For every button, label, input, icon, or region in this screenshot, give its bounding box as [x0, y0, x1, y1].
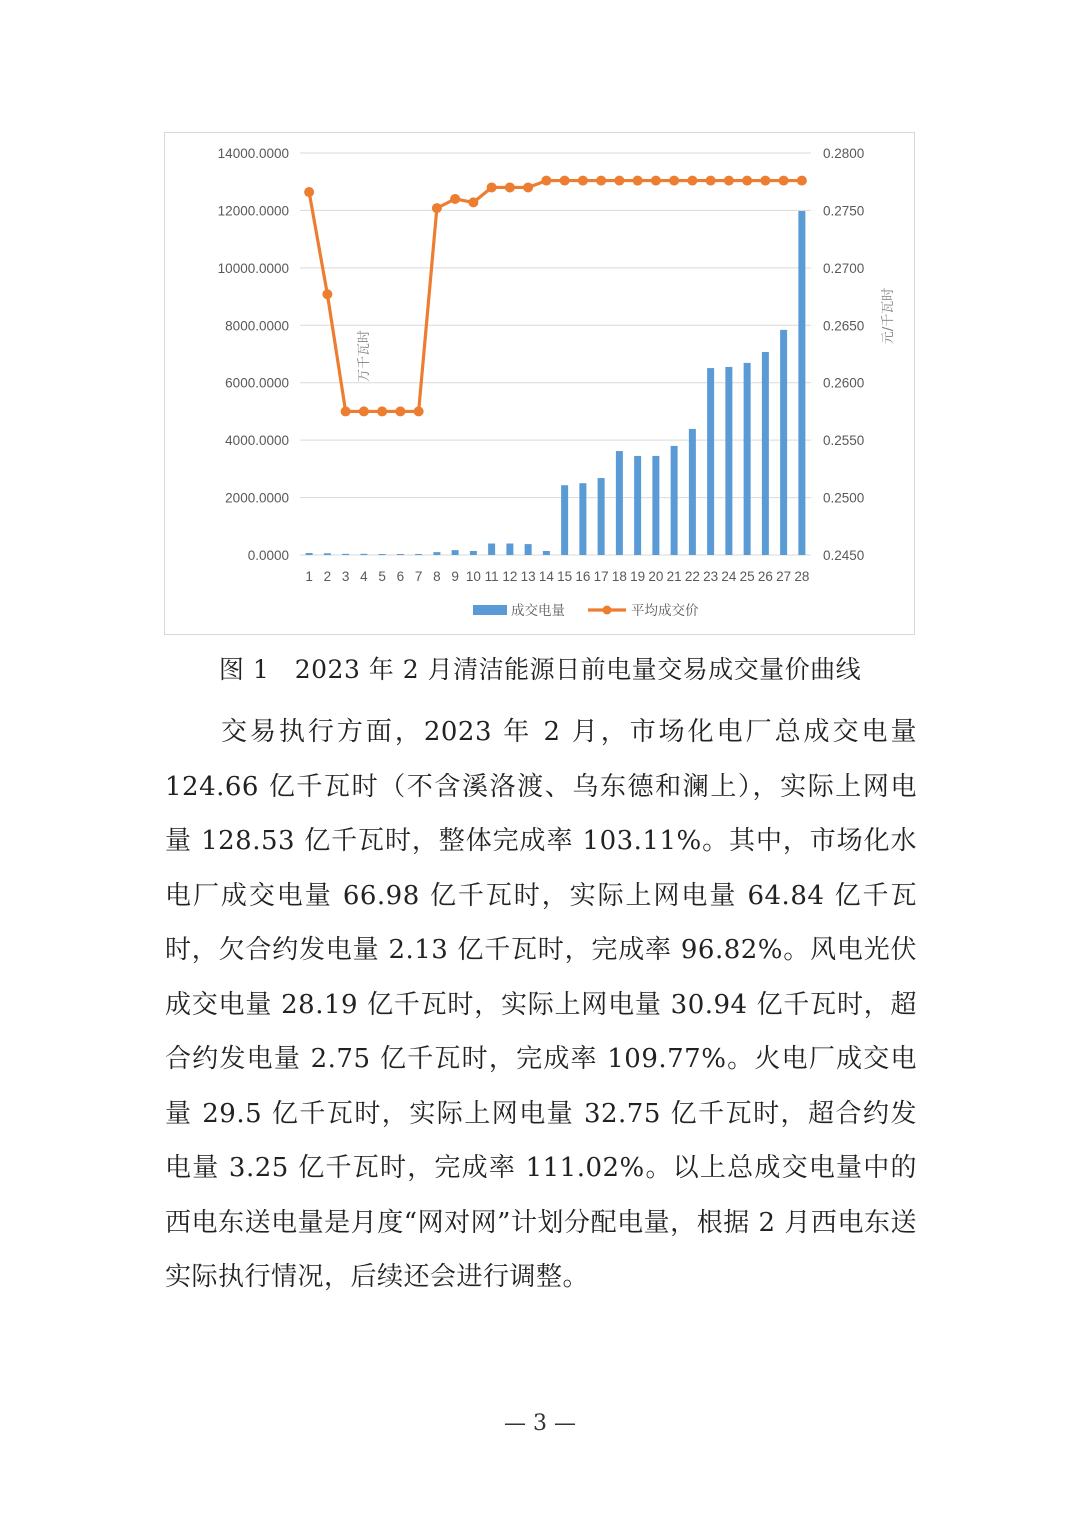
x-tick: 8	[433, 569, 441, 584]
bar	[798, 211, 805, 555]
y-left-tick: 12000.0000	[217, 203, 289, 219]
bar	[452, 550, 459, 555]
line-marker	[797, 176, 807, 186]
x-tick: 5	[378, 569, 386, 584]
bar	[415, 554, 422, 555]
line-marker	[724, 176, 734, 186]
x-tick: 11	[484, 569, 499, 584]
y-left-tick: 6000.0000	[225, 375, 289, 391]
x-tick: 7	[414, 569, 423, 584]
y-right-axis-title: 元/千瓦时	[881, 287, 896, 345]
x-tick: 4	[360, 569, 368, 584]
line-marker	[687, 176, 697, 186]
line-marker	[414, 406, 424, 416]
y-left-tick: 2000.0000	[225, 490, 289, 506]
y-right-tick: 0.2450	[823, 548, 865, 563]
x-tick: 27	[776, 569, 792, 584]
bar	[379, 554, 386, 555]
bar	[616, 451, 623, 555]
line-marker	[322, 289, 332, 299]
line-marker	[578, 176, 588, 186]
page-number: — 3 —	[504, 1411, 576, 1436]
line-marker	[359, 406, 369, 416]
bar	[360, 554, 367, 555]
bar	[762, 352, 769, 555]
line-marker	[669, 176, 679, 186]
line-marker	[468, 197, 478, 207]
x-tick: 12	[502, 569, 518, 584]
line-marker	[304, 187, 314, 197]
y-right-tick: 0.2500	[823, 490, 865, 506]
y-right-tick: 0.2800	[823, 146, 865, 161]
line-marker	[341, 406, 351, 416]
line-marker	[505, 182, 515, 192]
x-tick: 17	[593, 569, 609, 584]
body-paragraph: 交易执行方面，2023 年 2 月，市场化电厂总成交电量 124.66 亿千瓦时（不含溪洛渡、乌东德和澜上），实际上网电量 128.53 亿千瓦时，整体完成率 103.11%。其中，市场化水电厂成交电量 66.98 亿千瓦时，实际上网电量 64.84 亿千瓦时，欠合约发电量 2.13 亿千瓦时，完成率 96.82%。风电光伏成交电量 28.19 亿千瓦时，实际上网电量 30.94 亿千瓦时，超合约发电量 2.75 亿千瓦时，完成率 109.77%。火电厂成交电量 29.5 亿千瓦时，实际上网电量 32.75 亿千瓦时，超合约发电量 3.25 亿千瓦时，完成率 111.02%。以上总成交电量中的西电东送电量是月度“网对网”计划分配电量，根据 2 月西电东送实际执行情况，后续还会进行调整。	[165, 717, 917, 1292]
line-marker	[760, 176, 770, 186]
line-marker	[395, 406, 405, 416]
legend-label-volume: 成交电量	[511, 603, 565, 619]
line-marker	[450, 194, 460, 204]
x-tick: 28	[794, 569, 810, 584]
bar	[598, 478, 605, 555]
line-marker	[377, 406, 387, 416]
y-left-tick: 10000.0000	[217, 260, 289, 276]
bar	[525, 544, 532, 555]
x-tick: 10	[465, 569, 481, 584]
x-tick: 6	[396, 569, 405, 584]
line-marker	[560, 176, 570, 186]
y-left-tick: 8000.0000	[225, 318, 289, 334]
bar	[707, 368, 714, 555]
bar	[744, 363, 751, 555]
x-tick: 18	[611, 569, 627, 584]
bar	[470, 551, 477, 555]
bar	[543, 551, 550, 555]
line-marker	[742, 176, 752, 186]
bar	[634, 456, 641, 555]
x-tick: 19	[630, 569, 646, 584]
y-right-tick: 0.2700	[823, 260, 865, 276]
bar	[780, 330, 787, 555]
x-tick: 20	[648, 569, 664, 584]
line-marker	[541, 176, 551, 186]
bar	[342, 554, 349, 555]
bar	[433, 552, 440, 555]
bar-line-chart	[165, 133, 916, 636]
bar	[506, 544, 513, 555]
bar	[671, 446, 678, 555]
x-tick: 2	[323, 569, 332, 584]
bar	[324, 553, 331, 555]
x-tick: 13	[520, 569, 536, 584]
bar	[561, 485, 568, 555]
line-marker	[487, 182, 497, 192]
line-marker	[651, 176, 661, 186]
line-marker	[523, 182, 533, 192]
x-tick: 3	[341, 569, 350, 584]
x-tick: 23	[703, 569, 719, 584]
line-marker	[432, 203, 442, 213]
y-right-tick: 0.2750	[823, 203, 865, 219]
x-tick: 26	[757, 569, 773, 584]
x-tick: 21	[666, 569, 682, 584]
chart-container	[164, 132, 915, 635]
x-tick: 1	[305, 569, 313, 584]
y-right-tick: 0.2650	[823, 318, 865, 334]
legend-label-price: 平均成交价	[631, 603, 699, 619]
y-left-axis-title: 万千瓦时	[357, 329, 372, 383]
line-marker	[633, 176, 643, 186]
bar	[488, 544, 495, 555]
x-tick: 16	[575, 569, 591, 584]
bar	[397, 554, 404, 555]
x-tick: 9	[451, 569, 459, 584]
y-left-tick: 14000.0000	[217, 146, 289, 161]
line-marker	[596, 176, 606, 186]
bar	[689, 429, 696, 555]
x-tick: 22	[684, 569, 700, 584]
line-marker	[779, 176, 789, 186]
x-tick: 25	[739, 569, 755, 584]
figure-caption: 图 1 2023 年 2 月清洁能源日前电量交易成交量价曲线	[218, 655, 862, 684]
bar	[579, 483, 586, 555]
x-tick: 15	[557, 569, 573, 584]
y-left-tick: 0.0000	[247, 548, 289, 563]
bar	[652, 456, 659, 555]
y-right-tick: 0.2550	[823, 433, 865, 449]
legend-bar-swatch	[473, 605, 507, 615]
y-left-tick: 4000.0000	[225, 433, 289, 449]
line-marker	[614, 176, 624, 186]
legend-line-marker	[603, 606, 612, 615]
x-tick: 14	[538, 569, 554, 584]
line-marker	[706, 176, 716, 186]
y-right-tick: 0.2600	[823, 375, 865, 391]
x-tick: 24	[721, 569, 737, 584]
bar	[725, 367, 732, 555]
bar	[306, 553, 313, 555]
